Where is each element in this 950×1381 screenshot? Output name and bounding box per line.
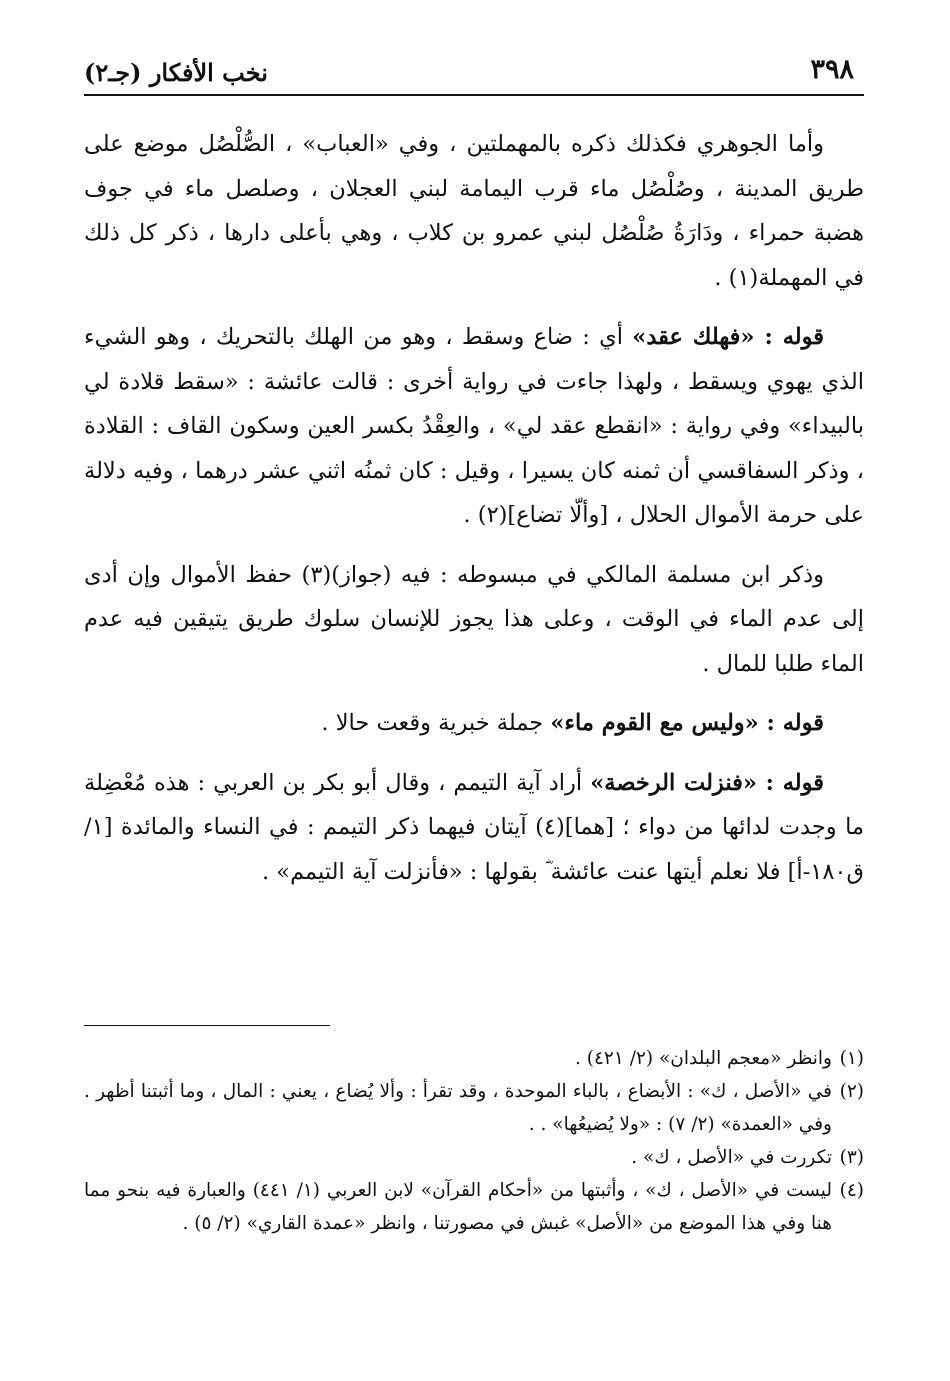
footnote-number: (١) xyxy=(839,1048,864,1069)
paragraph-text: أراد آية التيمم ، وقال أبو بكر بن العربي : هذه مُعْضِلة ما وجدت لدائها من دواء ؛ [هما](٤) آيتان فيهما ذكر التيمم : في النساء والمائدة [١/ق١٨٠-أ] فلا نعلم أيتها عنت عائشة ؓ بقولها : «فأنزلت آية التيمم» . xyxy=(84,769,865,885)
main-text xyxy=(84,122,864,894)
paragraph-text: وأما الجوهري فكذلك ذكره بالمهملتين ، وفي «العباب» ، الصُّلْصُل موضع على طريق المدينة ، وصُلْصُل ماء قرب اليمامة لبني العجلان ، وصلصل ماء في جوف هضبة حمراء ، ودَارَةُ صُلْصُل لبني عمرو بن كلاب ، وهي بأعلى دارها ، ذكر كل ذلك في المهملة(١) . xyxy=(84,131,864,291)
paragraph-text: أي : ضاع وسقط ، وهو من الهلك بالتحريك ، وهو الشيء الذي يهوي ويسقط ، ولهذا جاءت في رواية أخرى : قالت عائشة : «سقط قلادة لي بالبيداء» وفي رواية : «انقطع عقد لي» ، والعِقْدُ بكسر العين وسكون القاف : القلادة ، وذكر السفاقسي أن ثمنه كان يسيرا ، وقيل : كان ثمنُه اثني عشر درهما ، وفيه دلالة على حرمة الأموال الحلال ، [وألّا تضاع](٢) . xyxy=(84,324,864,528)
footnote-number: (٢) xyxy=(839,1081,864,1102)
footnote-4 xyxy=(84,1174,864,1240)
footnote-number: (٣) xyxy=(839,1147,864,1168)
footnote-1 xyxy=(84,1042,864,1075)
footnotes-section xyxy=(84,1042,864,1240)
footnote-text: في «الأصل ، ك» : الأبضاع ، بالباء الموحدة ، وقد تقرأ : وألا يُضاع ، يعني : المال ، وما أثبتنا أظهر . وفي «العمدة» (٢/ ٧) : «ولا يُضيعُها» . . xyxy=(84,1081,832,1135)
quoted-heading: قوله : «فنزلت الرخصة» xyxy=(590,769,824,796)
footnote-number: (٤) xyxy=(839,1180,864,1201)
page-number: ٣٩٨ xyxy=(810,54,854,85)
footnote-text: وانظر «معجم البلدان» (٢/ ٤٢١) . xyxy=(575,1048,832,1069)
paragraph-5 xyxy=(84,761,864,895)
page-header xyxy=(84,50,864,96)
paragraph-text: جملة خبرية وقعت حالا . xyxy=(321,710,551,736)
paragraph-4 xyxy=(84,701,864,746)
paragraph-2 xyxy=(84,315,864,538)
footnote-text: تكررت في «الأصل ، ك» . xyxy=(631,1147,832,1168)
running-title: نخب الأفكار (جـ٢) xyxy=(84,58,268,87)
footnote-text: ليست في «الأصل ، ك» ، وأثبتها من «أحكام القرآن» لابن العربي (١/ ٤٤١) والعبارة فيه بنحو مما هنا وفي هذا الموضع من «الأصل» غبش في مصورتنا ، وانظر «عمدة القاري» (٢/ ٥) . xyxy=(84,1180,832,1234)
paragraph-3 xyxy=(84,553,864,687)
footnote-2 xyxy=(84,1075,864,1141)
footnote-3 xyxy=(84,1141,864,1174)
paragraph-text: وذكر ابن مسلمة المالكي في مبسوطه : فيه (جواز)(٣) حفظ الأموال وإن أدى إلى عدم الماء في الوقت ، وعلى هذا يجوز للإنسان سلوك طريق يتيقين فيه عدم الماء طلبا للمال . xyxy=(84,561,864,677)
quoted-heading: قوله : «فهلك عقد» xyxy=(632,324,824,350)
document-page xyxy=(84,50,865,1234)
footnote-divider xyxy=(84,1025,330,1026)
paragraph-1 xyxy=(84,122,864,300)
quoted-heading: قوله : «وليس مع القوم ماء» xyxy=(550,710,824,736)
